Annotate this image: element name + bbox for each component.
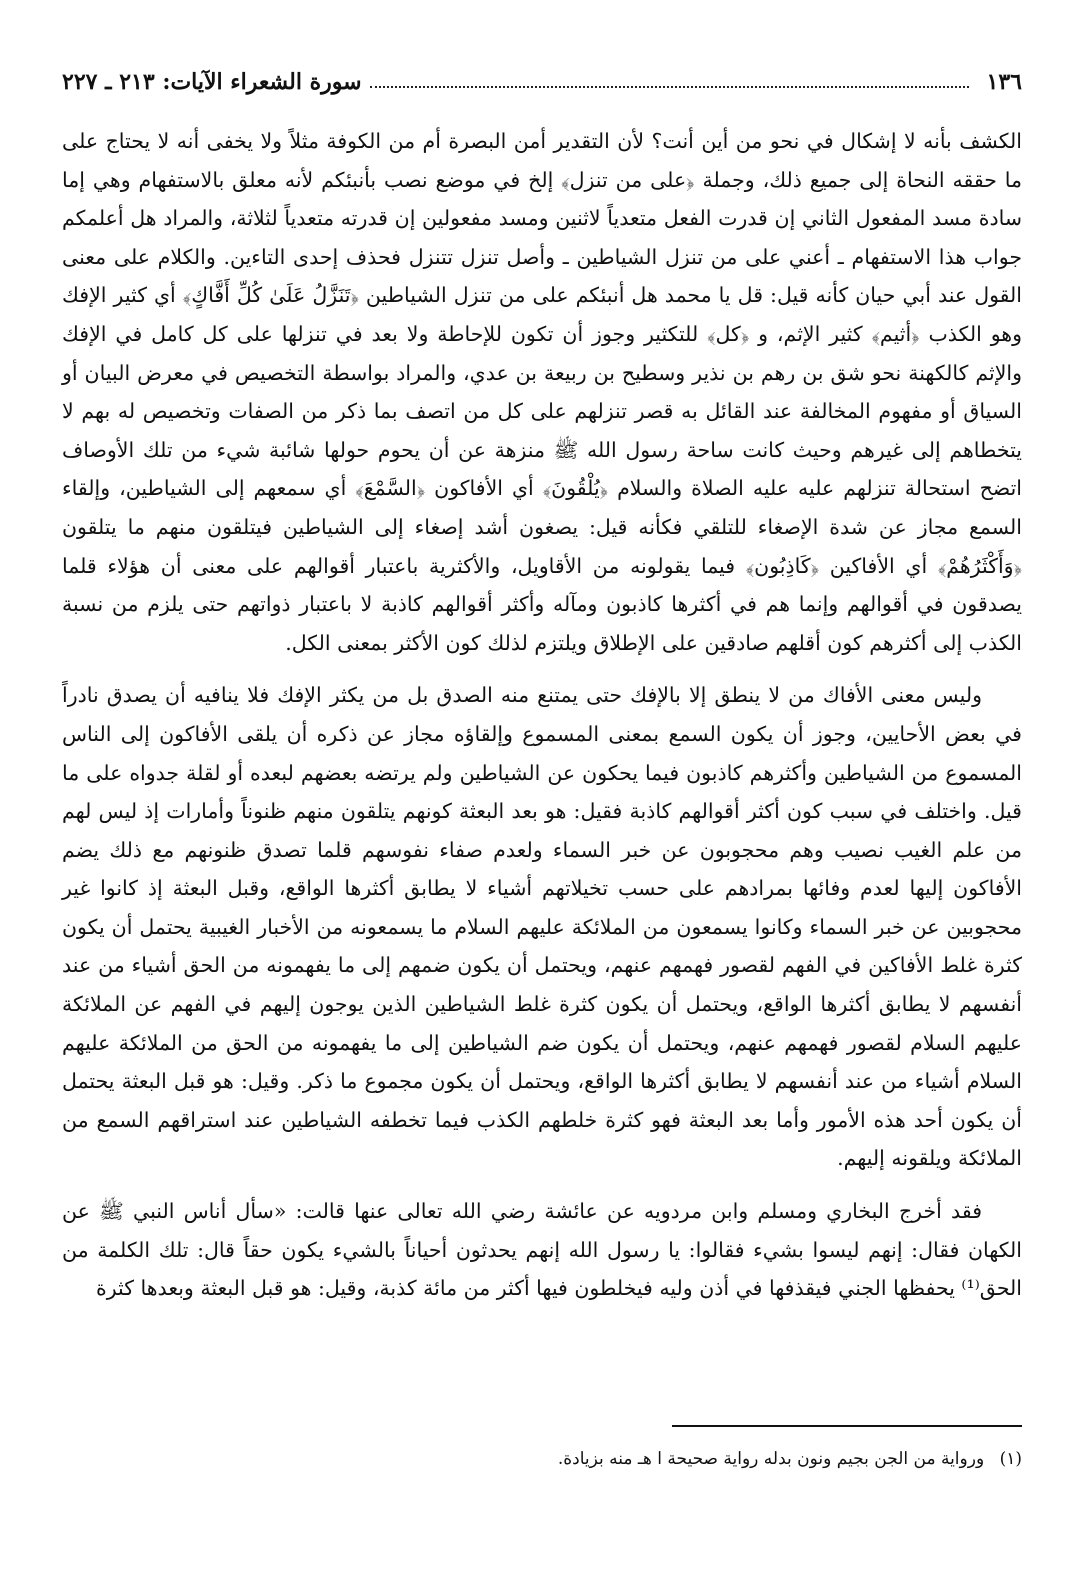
footnote-mark: (١): [999, 1449, 1022, 1469]
header-dot-leader: [370, 86, 969, 88]
running-title: سورة الشعراء الآيات: ٢١٣ ـ ٢٢٧: [62, 69, 362, 95]
paragraph-1: الكشف بأنه لا إشكال في نحو من أين أنت؟ لأن التقدير أمن البصرة أم من الكوفة مثلاً ولا يخفى أنه لا يحتاج على ما حققه النحاة إلى جميع ذلك، وجملة ﴿على من تنزل﴾ إلخ في موضع نصب بأنبئكم لأنه معلق بالاستفهام وهي إما سادة مسد المفعول الثاني إن قدرت الفعل متعدياً لاثنين ومسد مفعولين إن قدرته متعدياً لثلاثة، والمراد هل أعلمكم جواب هذا الاستفهام ـ أعني على من تنزل الشياطين ـ وأصل تنزل تتنزل فحذف إحدى التاءين. والكلام على معنى القول عند أبي حيان كأنه قيل: قل يا محمد هل أنبئكم على من تنزل الشياطين ﴿تَنَزَّلُ عَلَىٰ كُلِّ أَفَّاكٍ﴾ أي كثير الإفك وهو الكذب ﴿أثيم﴾ كثير الإثم، و ﴿كل﴾ للتكثير وجوز أن تكون للإحاطة ولا بعد في تنزلها على كل كامل في الإفك والإثم كالكهنة نحو شق بن رهم بن نذير وسطيح بن ربيعة بن عدي، والمراد بواسطة التخصيص في معرض البيان أو السياق أو مفهوم المخالفة عند القائل به قصر تنزلهم على كل من اتصف بما ذكر من الصفات وتخصيص له بهم لا يتخطاهم إلى غيرهم وحيث كانت ساحة رسول الله ﷺ منزهة عن أن يحوم حولها شائبة شيء من تلك الأوصاف اتضح استحالة تنزلهم عليه عليه الصلاة والسلام ﴿يُلْقُونَ﴾ أي الأفاكون ﴿السَّمْعَ﴾ أي سمعهم إلى الشياطين، وإلقاء السمع مجاز عن شدة الإصغاء للتلقي فكأنه قيل: يصغون أشد إصغاء إلى الشياطين فيتلقون منهم ما يتلقون ﴿وَأَكْثَرُهُمْ﴾ أي الأفاكين ﴿كَاذِبُون﴾ فيما يقولونه من الأقاويل، والأكثرية باعتبار أقوالهم على معنى أن هؤلاء قلما يصدقون في أقوالهم وإنما هم في أكثرها كاذبون ومآله وأكثر أقوالهم كاذبة لا باعتبار ذواتهم حتى يلزم من نسبة الكذب إلى أكثرهم كون أقلهم صادقين على الإطلاق ويلتزم لذلك كون الأكثر بمعنى الكل.: [62, 129, 1022, 655]
paragraph-3: فقد أخرج البخاري ومسلم وابن مردويه عن عائشة رضي الله تعالى عنها قالت: «سأل أناس النبي ﷺ عن الكهان فقال: إنهم ليسوا بشيء فقالوا: يا رسول الله إنهم يحدثون أحياناً بالشيء يكون حقاً قال: تلك الكلمة من الحق⁽¹⁾ يحفظها الجني فيقذفها في أذن وليه فيخلطون فيها أكثر من مائة كذبة، وقيل: هو قبل البعثة وبعدها كثرة: [62, 1199, 1022, 1301]
page-number: ١٣٦: [986, 69, 1022, 95]
page-header: [62, 62, 1022, 102]
footnote: [62, 1444, 1022, 1474]
body-text: [62, 122, 1022, 1322]
footnote-text: ورواية من الجن بجيم ونون بدله رواية صحيحة ا هـ منه بزيادة.: [557, 1449, 985, 1469]
paragraph-2: وليس معنى الأفاك من لا ينطق إلا بالإفك حتى يمتنع منه الصدق بل من يكثر الإفك فلا ينافيه أن يصدق نادراً في بعض الأحايين، وجوز أن يكون السمع بمعنى المسموع وإلقاؤه مجاز عن ذكره أن يلقى الأفاكون إلى الناس المسموع من الشياطين وأكثرهم كاذبون فيما يحكون عن الشياطين ولم يرتضه بعضهم لبعده أو لقلة جدواه على ما قيل. واختلف في سبب كون أكثر أقوالهم كاذبة فقيل: هو بعد البعثة كونهم يتلقون منهم ظنوناً وأمارات إذ ليس لهم من علم الغيب نصيب وهم محجوبون عن خبر السماء ولعدم صفاء نفوسهم قلما تصدق ظنونهم مع ذلك يضم الأفاكون إليها لعدم وفائها بمرادهم على حسب تخيلاتهم أشياء لا يطابق أكثرها الواقع، وقبل البعثة إذ كانوا غير محجوبين عن خبر السماء وكانوا يسمعون من الملائكة عليهم السلام ما يسمعونه من الأخبار الغيبية يحتمل أن يكون كثرة غلط الأفاكين في الفهم لقصور فهمهم عنهم، ويحتمل أن يكون ضمهم إلى ما يفهمونه من الحق أشياء من عند أنفسهم لا يطابق أكثرها الواقع، ويحتمل أن يكون كثرة غلط الشياطين الذين يوجون إليهم في الفهم عن الملائكة عليهم السلام لقصور فهمهم عنهم، ويحتمل أن يكون ضم الشياطين إلى ما يفهمونه من الحق من الملائكة عليهم السلام أشياء من عند أنفسهم لا يطابق أكثرها الواقع، ويحتمل أن يكون مجموع ما ذكر. وقيل: هو قبل البعثة يحتمل أن يكون أحد هذه الأمور وأما بعد البعثة فهو كثرة خلطهم الكذب فيما تخطفه الشياطين عند استراقهم السمع من الملائكة ويلقونه إليهم.: [62, 683, 1023, 1171]
footnote-separator: [672, 1425, 1022, 1427]
